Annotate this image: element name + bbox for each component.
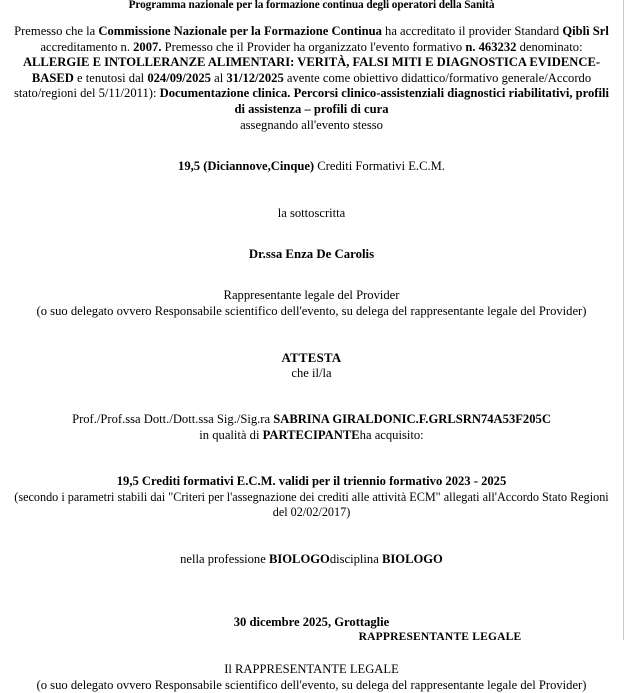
preamble-mid: Premesso che il Provider ha organizzato l'evento formativo (161, 40, 465, 54)
commission-name: Commissione Nazionale per la Formazione Continua (98, 24, 381, 38)
objective-text: Documentazione clinica. Percorsi clinico-assistenziali diagnostici riabilitativi, profili di assistenza – profili di cura (160, 86, 609, 116)
credits-acquired-line: 19,5 Crediti formativi E.C.M. validi per il triennio formativo 2023 - 2025 (12, 474, 611, 490)
accreditation-number: 2007. (133, 40, 161, 54)
discipline-label: disciplina (330, 552, 382, 566)
signature-title: Il RAPPRESENTANTE LEGALE (12, 662, 611, 678)
attestation-subheading: che il/la (12, 366, 611, 382)
held-label: e tenutosi dal (74, 71, 147, 85)
profession-line (12, 552, 611, 568)
credits-awarded-amount: 19,5 (Diciannove,Cinque) (178, 159, 314, 173)
credits-acquired-note-line2: del 02/02/2017) (12, 505, 611, 520)
signer-name: Dr.ssa Enza De Carolis (12, 247, 611, 262)
quality-role: PARTECIPANTE (263, 428, 360, 442)
preamble-prefix: Premesso che la (14, 24, 98, 38)
profession-value: BIOLOGO (269, 552, 330, 566)
preamble-paragraph (12, 24, 611, 118)
place-and-date: 30 dicembre 2025, Grottaglie (12, 615, 611, 631)
quality-prefix: in qualità di (199, 428, 262, 442)
preamble-suffix: ha accreditato il provider Standard (382, 24, 559, 38)
quality-suffix: ha acquisito: (360, 428, 424, 442)
footer-clipped-region (0, 631, 640, 640)
assigning-line: assegnando all'evento stesso (12, 118, 611, 134)
signature-note: (o suo delegato ovvero Responsabile scientifico dell'evento, su delega del rappresentante legale del Provider) (12, 678, 611, 693)
event-title: ALLERGIE E INTOLLERANZE ALIMENTARI: VERITÀ, FALSI MITI E DIAGNOSTICA EVIDENCE-BASED (23, 55, 600, 85)
attestation-heading: ATTESTA (12, 351, 611, 366)
signer-role: Rappresentante legale del Provider (12, 288, 611, 304)
footer-clipped-text: RAPPRESENTANTE LEGALE (0, 631, 640, 643)
credits-awarded-label: Crediti Formativi E.C.M. (314, 159, 445, 173)
participant-cf-value: GRLSRN74A53F205C (428, 412, 550, 426)
discipline-value: BIOLOGO (382, 552, 443, 566)
participant-name: SABRINA GIRALDONI (273, 412, 406, 426)
profession-prefix: nella professione (180, 552, 269, 566)
denominato-label: denominato: (520, 40, 583, 54)
accreditation-label: accreditamento n. (40, 40, 133, 54)
event-number: n. 463232 (465, 40, 516, 54)
participant-quality-line (12, 428, 611, 444)
signer-intro: la sottoscritta (12, 206, 611, 222)
event-date-from: 024/09/2025 (147, 71, 211, 85)
participant-titles: Prof./Prof.ssa Dott./Dott.ssa Sig./Sig.ra (72, 412, 273, 426)
credits-awarded-line (12, 159, 611, 175)
credits-acquired-note-line1: (secondo i parametri stabili dai "Criteri per l'assegnazione dei crediti alle attività ECM" allegati all'Accordo Stato Regioni (12, 490, 611, 505)
objective-intro: avente come obiettivo didattico/formativo generale/Accordo stato/regioni del 5/11/2011): (14, 71, 591, 101)
provider-name: Qiblì Srl (562, 24, 609, 38)
participant-cf-label: C.F. (407, 412, 429, 426)
signer-role-note: (o suo delegato ovvero Responsabile scientifico dell'evento, su delega del rappresentante legale del Provider) (12, 304, 611, 320)
page-right-edge-rule (623, 0, 624, 640)
event-date-to: 31/12/2025 (226, 71, 283, 85)
date-separator: al (211, 71, 226, 85)
participant-line (12, 412, 611, 428)
page-masthead: Programma nazionale per la formazione continua degli operatori della Sanità (12, 0, 611, 7)
